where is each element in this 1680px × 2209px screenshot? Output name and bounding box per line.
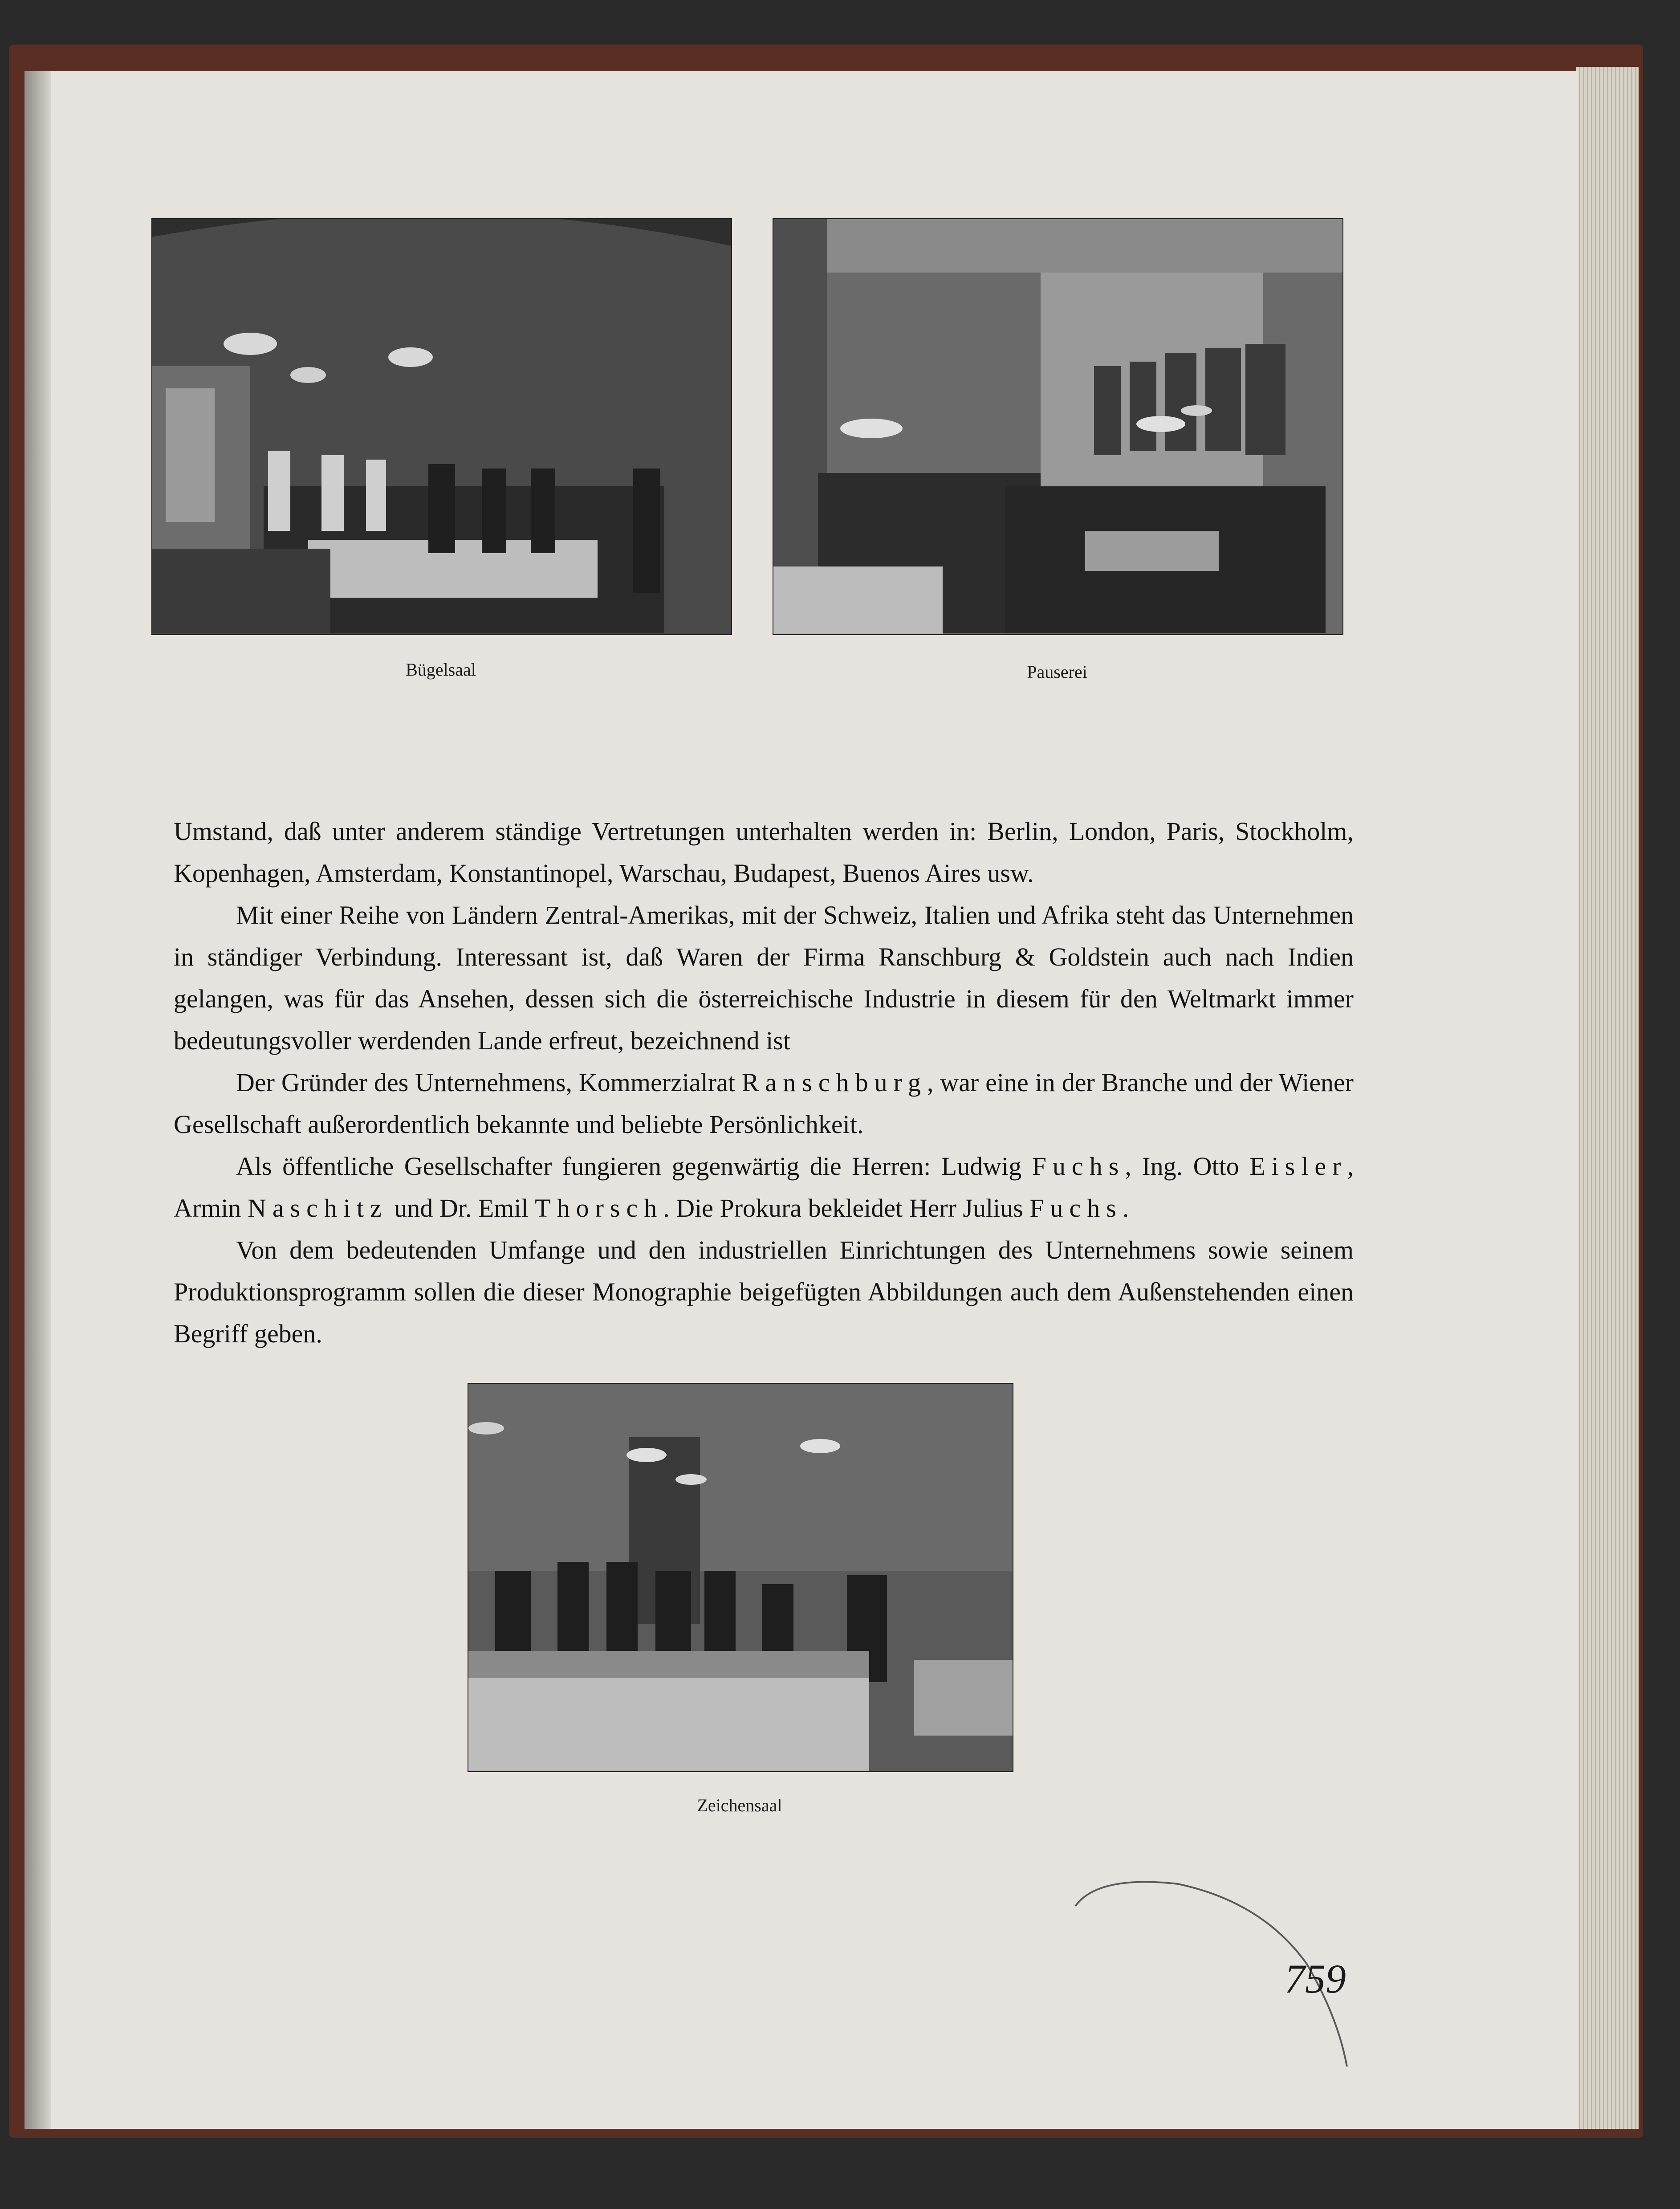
caption-zeichensaal: Zeichensaal (697, 1795, 782, 1815)
paragraph: Von dem bedeutenden Umfange und den industriellen Einrichtungen des Unternehmens sowie seinem Produktionsprogramm sollen die dieser Monographie beigefügten Abbildungen auch dem Außenstehenden einen Begriff geben. (174, 1235, 1354, 1348)
paragraph: Der Gründer des Unternehmens, Kommerzialrat Ranschburg, war eine in der Branche und der Wiener Gesellschaft außerordentlich bekannte und beliebte Persönlichkeit. (174, 1068, 1354, 1139)
body-text (174, 811, 1354, 1355)
caption-pauserei: Pauserei (1027, 662, 1087, 682)
photo-zeichensaal (468, 1383, 1013, 1772)
caption-buegelsaal: Bügelsaal (406, 660, 476, 680)
book-page (24, 71, 1578, 2129)
photo-buegelsaal (151, 218, 732, 635)
photo-pauserei (773, 218, 1343, 635)
paragraph: Mit einer Reihe von Ländern Zentral-Amerikas, mit der Schweiz, Italien und Afrika steht das Unternehmen in ständiger Verbindung. Interessant ist, daß Waren der Firma Ranschburg & Goldstein auch nach Indien gelangen, was für das Ansehen, dessen sich die österreichische Industrie in diesem für den Weltmarkt immer bedeutungsvoller werdenden Lande erfreut, bezeichnend ist (174, 901, 1354, 1055)
page-number: 759 (1285, 1956, 1346, 2001)
page-edges (1576, 67, 1639, 2129)
paragraph: Umstand, daß unter anderem ständige Vertretungen unterhalten werden in: Berlin, London, Paris, Stockholm, Kopenhagen, Amsterdam, Konstantinopel, Warschau, Budapest, Buenos Aires usw. (174, 817, 1354, 888)
paragraph: Als öffentliche Gesellschafter fungieren gegenwärtig die Herren: Ludwig Fuchs, Ing. Otto Eisler, Armin Naschitz und Dr. Emil Thorsch. Die Prokura bekleidet Herr Julius Fuchs. (174, 1152, 1354, 1223)
page-gutter (24, 71, 51, 2129)
